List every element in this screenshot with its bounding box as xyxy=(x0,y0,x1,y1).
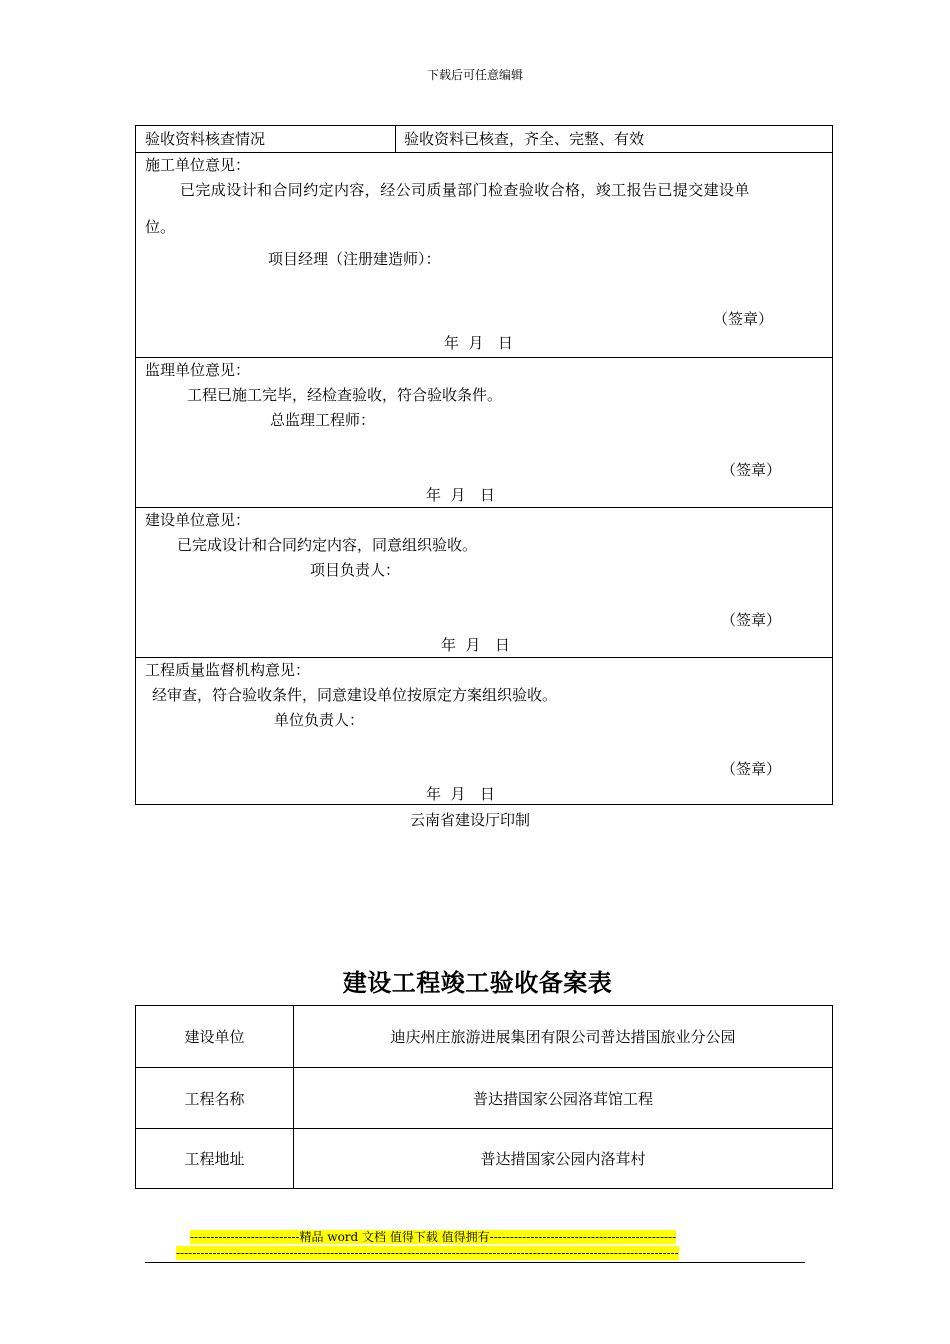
project-info-table xyxy=(135,1005,833,1189)
supervisor-seal: （签章） xyxy=(721,461,782,479)
info-value: 迪庆州庄旅游进展集团有限公司普达措国旅业分公园 xyxy=(293,1006,832,1067)
owner-signer-label: 项目负责人： xyxy=(310,561,401,579)
info-label: 建设单位 xyxy=(184,1028,245,1046)
contractor-date: 年 月 日 xyxy=(444,334,513,352)
quality-agency-line1: 经审查，符合验收条件，同意建设单位按原定方案组织验收。 xyxy=(152,686,558,704)
info-row-project-name xyxy=(136,1067,832,1128)
footer-rule xyxy=(145,1262,805,1263)
review-label: 验收资料核查情况 xyxy=(145,130,266,148)
info-label: 工程名称 xyxy=(184,1089,245,1108)
quality-agency-title: 工程质量监督机构意见： xyxy=(145,661,311,679)
watermark-banner-line1: ---------------------------精品 word 文档 值得下载 值得拥有---------------------------------------------- xyxy=(190,1230,677,1244)
contractor-title: 施工单位意见： xyxy=(145,156,251,174)
quality-agency-signer-label: 单位负责人： xyxy=(274,711,365,729)
review-row xyxy=(136,126,832,152)
contractor-signer-label: 项目经理（注册建造师）： xyxy=(268,250,441,268)
owner-seal: （签章） xyxy=(721,611,782,629)
watermark-banner-line2: ---------------------------------------------------------------------------------------------------------------------------- xyxy=(176,1246,679,1260)
owner-title: 建设单位意见： xyxy=(145,511,251,529)
header-note: 下载后可任意编辑 xyxy=(426,68,523,82)
supervisor-title: 监理单位意见： xyxy=(145,361,251,379)
owner-opinion-section xyxy=(136,507,832,657)
info-value: 普达措国家公园洛茸馆工程 xyxy=(293,1068,832,1128)
owner-date: 年 月 日 xyxy=(441,636,510,654)
quality-agency-opinion-section xyxy=(136,657,832,804)
info-label: 工程地址 xyxy=(184,1150,245,1168)
info-row-project-address xyxy=(136,1128,832,1188)
form-title: 建设工程竣工验收备案表 xyxy=(342,968,613,997)
info-row-owner xyxy=(136,1006,832,1067)
contractor-opinion-section xyxy=(136,152,832,357)
quality-agency-date: 年 月 日 xyxy=(426,785,495,803)
supervisor-date: 年 月 日 xyxy=(426,486,495,504)
contractor-line1: 已完成设计和合同约定内容，经公司质量部门检查验收合格，竣工报告已提交建设单 xyxy=(180,181,750,199)
supervisor-line1: 工程已施工完毕，经检查验收，符合验收条件。 xyxy=(187,386,503,404)
review-divider xyxy=(395,126,396,152)
review-value: 验收资料已核查，齐全、完整、有效 xyxy=(404,130,645,148)
contractor-seal: （签章） xyxy=(713,310,774,328)
quality-agency-seal: （签章） xyxy=(721,760,782,778)
contractor-line2: 位。 xyxy=(145,218,176,236)
info-value: 普达措国家公园内洛茸村 xyxy=(293,1129,832,1188)
printed-by-note: 云南省建设厅印制 xyxy=(409,811,530,829)
supervisor-opinion-section xyxy=(136,357,832,507)
owner-line1: 已完成设计和合同约定内容，同意组织验收。 xyxy=(177,536,478,554)
supervisor-signer-label: 总监理工程师： xyxy=(270,411,376,429)
acceptance-opinion-table xyxy=(135,125,833,805)
